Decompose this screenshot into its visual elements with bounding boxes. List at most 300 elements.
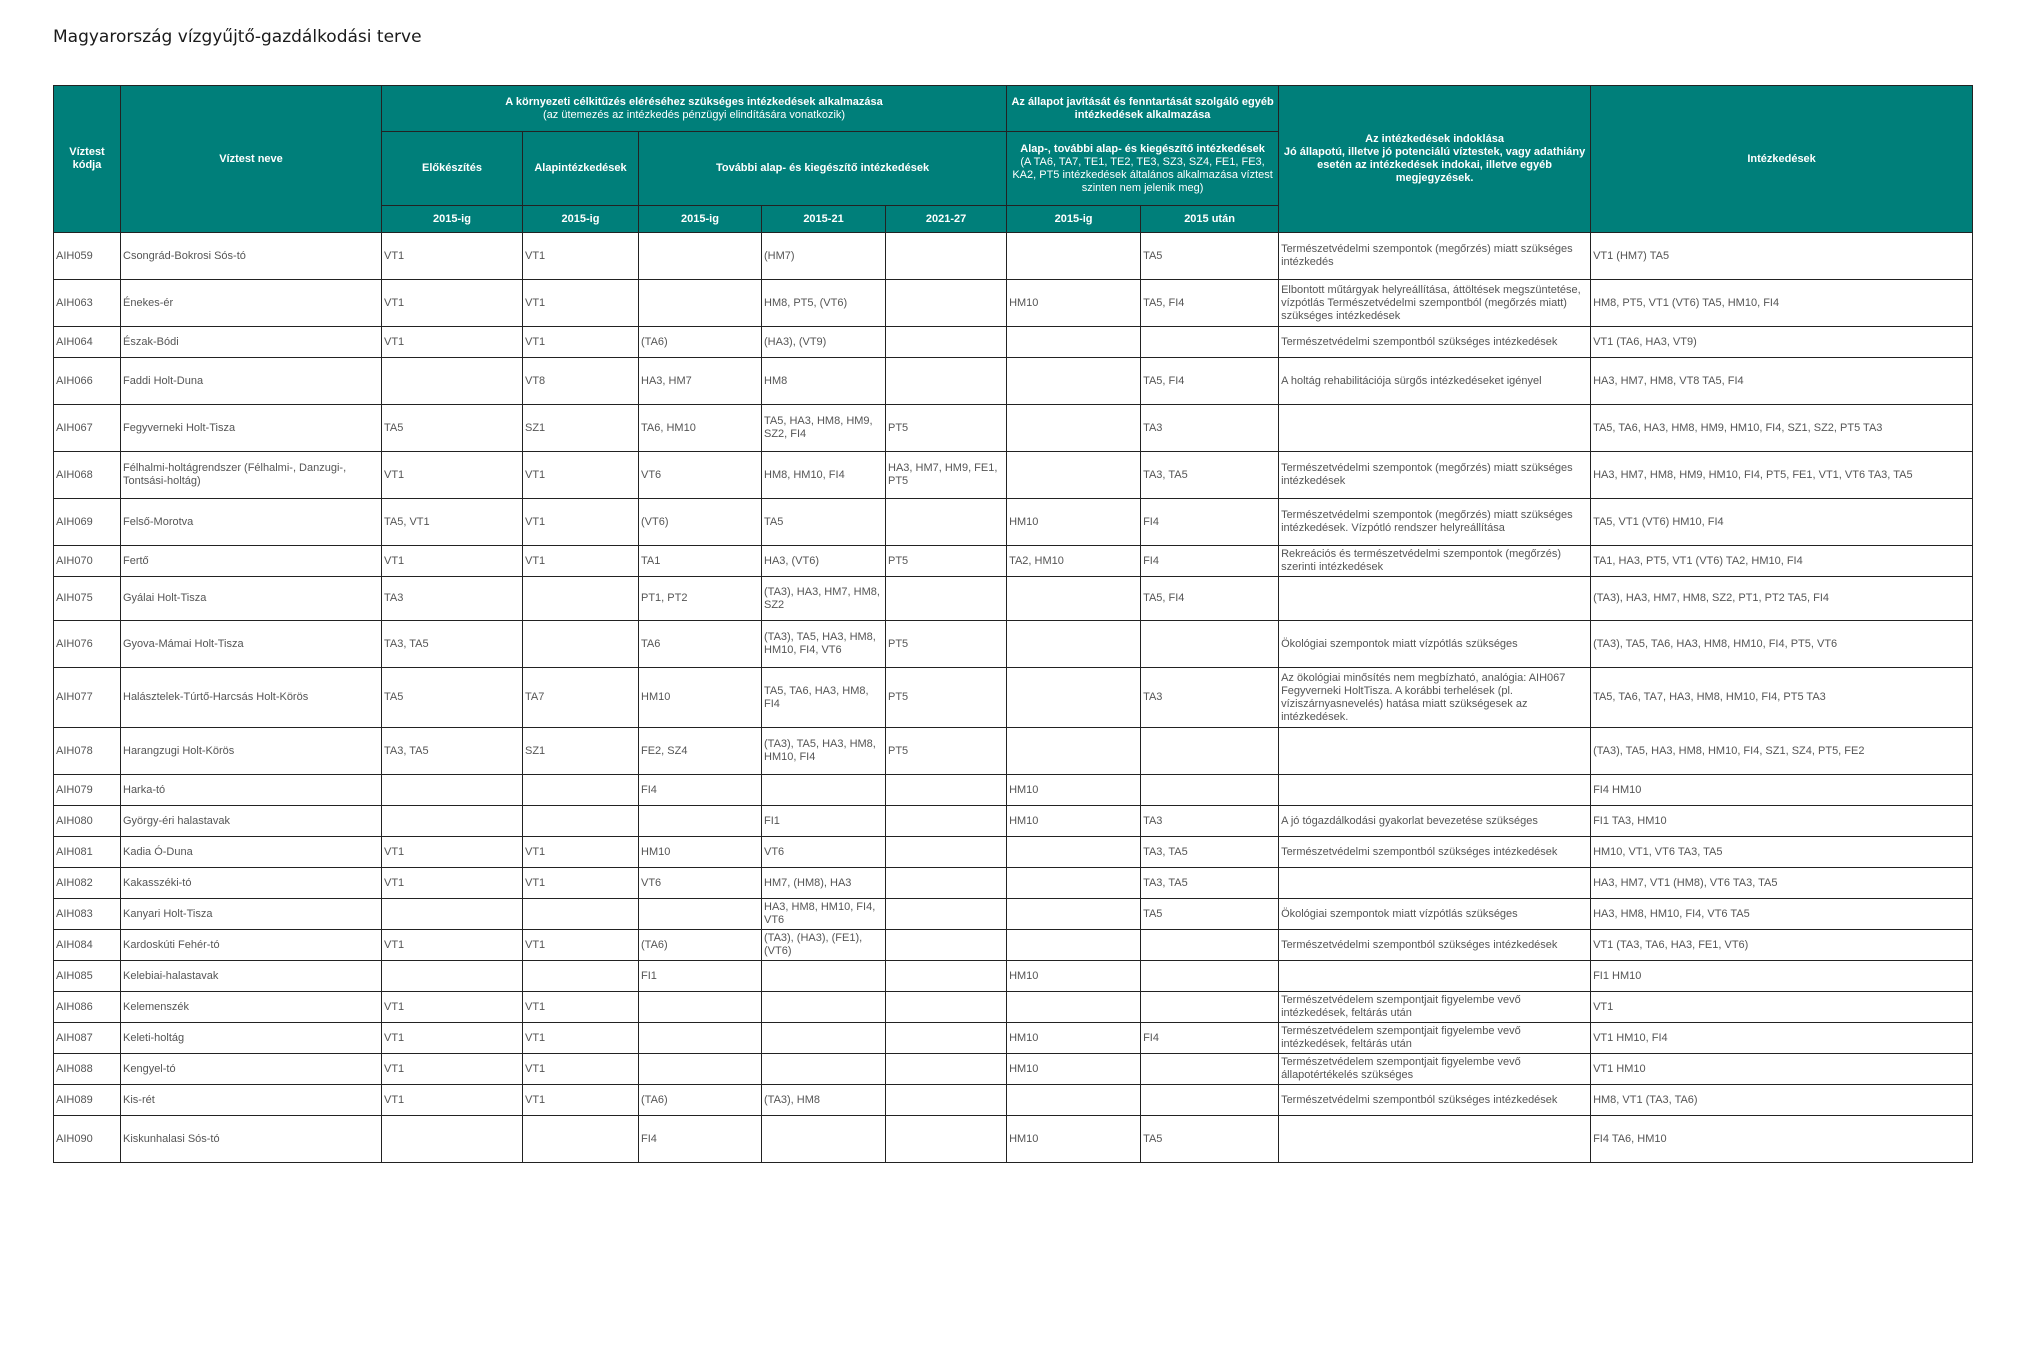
- cell-code: AIH059: [54, 233, 121, 280]
- cell-other-2015: HM10: [1007, 775, 1141, 806]
- header-further: További alap- és kiegészítő intézkedések: [639, 132, 1007, 206]
- cell-basic: VT1: [523, 1023, 639, 1054]
- table-row: [54, 327, 1973, 358]
- cell-further-2021-27: [886, 499, 1007, 546]
- cell-name: Csongrád-Bokrosi Sós-tó: [121, 233, 382, 280]
- cell-other-2015: [1007, 358, 1141, 405]
- table-row: [54, 992, 1973, 1023]
- cell-basic: VT1: [523, 992, 639, 1023]
- cell-further-2015: VT6: [639, 452, 762, 499]
- cell-further-2021-27: [886, 992, 1007, 1023]
- cell-further-2015: PT1, PT2: [639, 577, 762, 621]
- header-period-basic: 2015-ig: [523, 206, 639, 233]
- cell-other-2015: [1007, 452, 1141, 499]
- cell-justification: Természetvédelmi szempontból szükséges intézkedések: [1279, 837, 1591, 868]
- table-row: [54, 868, 1973, 899]
- cell-measures: (TA3), HA3, HM7, HM8, SZ2, PT1, PT2 TA5, FI4: [1591, 577, 1973, 621]
- cell-further-2021-27: [886, 1054, 1007, 1085]
- cell-name: Kelemenszék: [121, 992, 382, 1023]
- cell-measures: HA3, HM7, HM8, HM9, HM10, FI4, PT5, FE1, VT1, VT6 TA3, TA5: [1591, 452, 1973, 499]
- cell-further-2021-27: [886, 358, 1007, 405]
- cell-further-2015-21: (HM7): [762, 233, 886, 280]
- table-row: [54, 961, 1973, 992]
- cell-measures: VT1 HM10: [1591, 1054, 1973, 1085]
- cell-other-2015: [1007, 668, 1141, 728]
- cell-further-2015-21: (TA3), (HA3), (FE1), (VT6): [762, 930, 886, 961]
- cell-code: AIH075: [54, 577, 121, 621]
- cell-further-2021-27: [886, 577, 1007, 621]
- cell-basic: VT1: [523, 546, 639, 577]
- cell-basic: VT1: [523, 868, 639, 899]
- cell-code: AIH068: [54, 452, 121, 499]
- cell-name: Faddi Holt-Duna: [121, 358, 382, 405]
- cell-code: AIH083: [54, 899, 121, 930]
- cell-other-2015: HM10: [1007, 1054, 1141, 1085]
- cell-code: AIH069: [54, 499, 121, 546]
- cell-code: AIH070: [54, 546, 121, 577]
- cell-justification: Természetvédelmi szempontok (megőrzés) miatt szükséges intézkedés: [1279, 233, 1591, 280]
- cell-other-2015: HM10: [1007, 961, 1141, 992]
- cell-justification: Természetvédelmi szempontok (megőrzés) miatt szükséges intézkedések. Vízpótló rendszer helyreállítása: [1279, 499, 1591, 546]
- cell-basic: SZ1: [523, 728, 639, 775]
- cell-name: Kelebiai-halastavak: [121, 961, 382, 992]
- cell-prep: VT1: [382, 280, 523, 327]
- cell-other-after-2015: TA3, TA5: [1141, 868, 1279, 899]
- cell-further-2021-27: [886, 837, 1007, 868]
- cell-further-2015: FI4: [639, 1116, 762, 1163]
- cell-name: Harangzugi Holt-Körös: [121, 728, 382, 775]
- cell-code: AIH081: [54, 837, 121, 868]
- cell-further-2015-21: TA5, HA3, HM8, HM9, SZ2, FI4: [762, 405, 886, 452]
- cell-further-2021-27: [886, 1023, 1007, 1054]
- table-row: [54, 577, 1973, 621]
- cell-measures: HM8, PT5, VT1 (VT6) TA5, HM10, FI4: [1591, 280, 1973, 327]
- cell-other-after-2015: TA5: [1141, 233, 1279, 280]
- cell-further-2015: HM10: [639, 668, 762, 728]
- header-group-other: Az állapot javítását és fenntartását szolgáló egyéb intézkedések alkalmazása: [1007, 86, 1279, 132]
- cell-further-2015-21: (HA3), (VT9): [762, 327, 886, 358]
- cell-other-2015: [1007, 577, 1141, 621]
- measures-table: [53, 85, 1973, 1163]
- cell-other-2015: [1007, 728, 1141, 775]
- cell-further-2015: VT6: [639, 868, 762, 899]
- cell-name: Kanyari Holt-Tisza: [121, 899, 382, 930]
- cell-further-2015-21: TA5: [762, 499, 886, 546]
- header-period-further-2: 2015-21: [762, 206, 886, 233]
- cell-further-2015: TA6, HM10: [639, 405, 762, 452]
- cell-code: AIH078: [54, 728, 121, 775]
- cell-code: AIH063: [54, 280, 121, 327]
- cell-further-2021-27: [886, 806, 1007, 837]
- cell-justification: [1279, 728, 1591, 775]
- cell-further-2021-27: [886, 1116, 1007, 1163]
- cell-justification: Természetvédelmi szempontok (megőrzés) miatt szükséges intézkedések: [1279, 452, 1591, 499]
- cell-other-after-2015: [1141, 930, 1279, 961]
- header-group-other-sub-title: Alap-, további alap- és kiegészítő intézkedések: [1020, 142, 1265, 155]
- cell-measures: HA3, HM7, HM8, VT8 TA5, FI4: [1591, 358, 1973, 405]
- cell-justification: Természetvédelmi szempontból szükséges intézkedések: [1279, 1085, 1591, 1116]
- table-row: [54, 1023, 1973, 1054]
- cell-measures: FI4 HM10: [1591, 775, 1973, 806]
- cell-measures: VT1 (TA6, HA3, VT9): [1591, 327, 1973, 358]
- cell-other-2015: [1007, 930, 1141, 961]
- cell-name: Fegyverneki Holt-Tisza: [121, 405, 382, 452]
- table-row: [54, 405, 1973, 452]
- cell-measures: TA1, HA3, PT5, VT1 (VT6) TA2, HM10, FI4: [1591, 546, 1973, 577]
- cell-prep: [382, 961, 523, 992]
- cell-further-2021-27: PT5: [886, 546, 1007, 577]
- cell-basic: VT1: [523, 1085, 639, 1116]
- cell-justification: [1279, 961, 1591, 992]
- cell-prep: VT1: [382, 992, 523, 1023]
- cell-name: Kardoskúti Fehér-tó: [121, 930, 382, 961]
- cell-further-2015: FI4: [639, 775, 762, 806]
- cell-other-2015: [1007, 1085, 1141, 1116]
- cell-basic: [523, 806, 639, 837]
- cell-basic: VT1: [523, 452, 639, 499]
- cell-basic: VT1: [523, 1054, 639, 1085]
- header-code: Víztest kódja: [54, 86, 121, 233]
- cell-measures: HM8, VT1 (TA3, TA6): [1591, 1085, 1973, 1116]
- cell-prep: TA5: [382, 668, 523, 728]
- cell-further-2015: [639, 233, 762, 280]
- header-justification-text: Jó állapotú, illetve jó potenciálú víztestek, vagy adathiány esetén az intézkedések indokai, illetve egyéb megjegyzések.: [1283, 146, 1586, 184]
- cell-justification: Természetvédelem szempontjait figyelembe vevő intézkedések, feltárás után: [1279, 1023, 1591, 1054]
- table-row: [54, 1085, 1973, 1116]
- cell-code: AIH064: [54, 327, 121, 358]
- cell-prep: [382, 775, 523, 806]
- cell-further-2015: [639, 1054, 762, 1085]
- cell-justification: [1279, 868, 1591, 899]
- cell-further-2021-27: PT5: [886, 668, 1007, 728]
- cell-further-2015: (VT6): [639, 499, 762, 546]
- cell-justification: [1279, 1116, 1591, 1163]
- cell-basic: [523, 1116, 639, 1163]
- cell-justification: [1279, 405, 1591, 452]
- cell-further-2015-21: HM8: [762, 358, 886, 405]
- table-row: [54, 1116, 1973, 1163]
- cell-code: AIH087: [54, 1023, 121, 1054]
- header-period-other-2: 2015 után: [1141, 206, 1279, 233]
- cell-basic: VT1: [523, 233, 639, 280]
- cell-measures: FI1 TA3, HM10: [1591, 806, 1973, 837]
- cell-other-after-2015: TA5: [1141, 1116, 1279, 1163]
- cell-basic: [523, 775, 639, 806]
- header-group-other-sub: [1007, 132, 1279, 206]
- cell-measures: HA3, HM8, HM10, FI4, VT6 TA5: [1591, 899, 1973, 930]
- cell-further-2015: [639, 280, 762, 327]
- cell-justification: Ökológiai szempontok miatt vízpótlás szükséges: [1279, 899, 1591, 930]
- cell-prep: VT1: [382, 233, 523, 280]
- cell-code: AIH085: [54, 961, 121, 992]
- cell-measures: VT1: [1591, 992, 1973, 1023]
- cell-other-after-2015: [1141, 1054, 1279, 1085]
- cell-other-after-2015: [1141, 775, 1279, 806]
- table-row: [54, 1054, 1973, 1085]
- cell-name: Kis-rét: [121, 1085, 382, 1116]
- cell-measures: HM10, VT1, VT6 TA3, TA5: [1591, 837, 1973, 868]
- cell-other-2015: [1007, 327, 1141, 358]
- cell-other-after-2015: [1141, 1085, 1279, 1116]
- cell-basic: VT8: [523, 358, 639, 405]
- cell-justification: Elbontott műtárgyak helyreállítása, áttöltések megszüntetése, vízpótlás Természetvédelmi szempontból (megőrzés miatt) szükséges intézkedések: [1279, 280, 1591, 327]
- table-row: [54, 452, 1973, 499]
- cell-prep: [382, 806, 523, 837]
- table-body: [54, 233, 1973, 1163]
- cell-other-after-2015: FI4: [1141, 546, 1279, 577]
- cell-other-2015: [1007, 233, 1141, 280]
- header-group-env-note: (az ütemezés az intézkedés pénzügyi elindítására vonatkozik): [543, 108, 846, 121]
- cell-prep: VT1: [382, 1054, 523, 1085]
- header-prep: Előkészítés: [382, 132, 523, 206]
- cell-justification: Természetvédelem szempontjait figyelembe vevő állapotértékelés szükséges: [1279, 1054, 1591, 1085]
- cell-measures: HA3, HM7, VT1 (HM8), VT6 TA3, TA5: [1591, 868, 1973, 899]
- cell-basic: VT1: [523, 930, 639, 961]
- cell-code: AIH066: [54, 358, 121, 405]
- cell-further-2015: [639, 806, 762, 837]
- cell-other-after-2015: [1141, 992, 1279, 1023]
- cell-justification: Természetvédelem szempontjait figyelembe vevő intézkedések, feltárás után: [1279, 992, 1591, 1023]
- cell-further-2015: (TA6): [639, 930, 762, 961]
- table-row: [54, 499, 1973, 546]
- cell-prep: VT1: [382, 1085, 523, 1116]
- table-row: [54, 546, 1973, 577]
- cell-prep: VT1: [382, 546, 523, 577]
- cell-further-2015: (TA6): [639, 1085, 762, 1116]
- header-period-further-1: 2015-ig: [639, 206, 762, 233]
- cell-prep: TA3, TA5: [382, 621, 523, 668]
- cell-further-2021-27: [886, 775, 1007, 806]
- cell-name: György-éri halastavak: [121, 806, 382, 837]
- cell-further-2015: (TA6): [639, 327, 762, 358]
- cell-name: Félhalmi-holtágrendszer (Félhalmi-, Danzugi-, Tontsási-holtág): [121, 452, 382, 499]
- cell-other-2015: HM10: [1007, 806, 1141, 837]
- cell-name: Kakasszéki-tó: [121, 868, 382, 899]
- cell-basic: [523, 621, 639, 668]
- cell-justification: [1279, 577, 1591, 621]
- cell-other-2015: HM10: [1007, 1116, 1141, 1163]
- cell-basic: TA7: [523, 668, 639, 728]
- cell-code: AIH067: [54, 405, 121, 452]
- cell-justification: Ökológiai szempontok miatt vízpótlás szükséges: [1279, 621, 1591, 668]
- cell-prep: VT1: [382, 452, 523, 499]
- header-group-env-title: A környezeti célkitűzés eléréséhez szükséges intézkedések alkalmazása: [505, 95, 883, 108]
- cell-further-2015-21: HM8, HM10, FI4: [762, 452, 886, 499]
- cell-other-2015: [1007, 899, 1141, 930]
- cell-name: Harka-tó: [121, 775, 382, 806]
- cell-prep: [382, 899, 523, 930]
- cell-other-after-2015: TA3, TA5: [1141, 452, 1279, 499]
- cell-further-2021-27: [886, 961, 1007, 992]
- header-period-other-1: 2015-ig: [1007, 206, 1141, 233]
- cell-justification: Természetvédelmi szempontból szükséges intézkedések: [1279, 327, 1591, 358]
- cell-further-2015-21: [762, 1023, 886, 1054]
- cell-further-2021-27: [886, 327, 1007, 358]
- table-row: [54, 668, 1973, 728]
- header-basic: Alapintézkedések: [523, 132, 639, 206]
- cell-prep: VT1: [382, 837, 523, 868]
- cell-further-2021-27: [886, 930, 1007, 961]
- cell-code: AIH084: [54, 930, 121, 961]
- table-row: [54, 775, 1973, 806]
- cell-other-2015: [1007, 621, 1141, 668]
- cell-measures: VT1 HM10, FI4: [1591, 1023, 1973, 1054]
- cell-prep: TA3: [382, 577, 523, 621]
- cell-prep: TA5, VT1: [382, 499, 523, 546]
- cell-further-2015-21: [762, 992, 886, 1023]
- table-row: [54, 806, 1973, 837]
- table-row: [54, 930, 1973, 961]
- cell-name: Észak-Bódi: [121, 327, 382, 358]
- cell-further-2015: TA6: [639, 621, 762, 668]
- cell-name: Felső-Morotva: [121, 499, 382, 546]
- cell-further-2015: TA1: [639, 546, 762, 577]
- cell-further-2015-21: HM7, (HM8), HA3: [762, 868, 886, 899]
- cell-measures: FI1 HM10: [1591, 961, 1973, 992]
- cell-other-after-2015: FI4: [1141, 1023, 1279, 1054]
- cell-other-after-2015: [1141, 327, 1279, 358]
- cell-other-2015: TA2, HM10: [1007, 546, 1141, 577]
- cell-further-2015-21: FI1: [762, 806, 886, 837]
- cell-justification: A holtág rehabilitációja sürgős intézkedéseket igényel: [1279, 358, 1591, 405]
- table-row: [54, 728, 1973, 775]
- document-title: Magyarország vízgyűjtő-gazdálkodási terve: [53, 27, 422, 47]
- cell-code: AIH076: [54, 621, 121, 668]
- cell-prep: [382, 1116, 523, 1163]
- cell-basic: VT1: [523, 837, 639, 868]
- table-row: [54, 621, 1973, 668]
- cell-further-2015-21: HM8, PT5, (VT6): [762, 280, 886, 327]
- cell-other-2015: [1007, 868, 1141, 899]
- cell-basic: [523, 577, 639, 621]
- cell-other-after-2015: [1141, 728, 1279, 775]
- cell-further-2015-21: [762, 1116, 886, 1163]
- cell-further-2015-21: [762, 775, 886, 806]
- cell-further-2015: [639, 899, 762, 930]
- cell-basic: VT1: [523, 327, 639, 358]
- cell-further-2015-21: [762, 1054, 886, 1085]
- cell-further-2021-27: [886, 1085, 1007, 1116]
- cell-further-2015-21: HA3, HM8, HM10, FI4, VT6: [762, 899, 886, 930]
- cell-measures: (TA3), TA5, HA3, HM8, HM10, FI4, SZ1, SZ4, PT5, FE2: [1591, 728, 1973, 775]
- cell-basic: [523, 899, 639, 930]
- cell-other-after-2015: TA3: [1141, 405, 1279, 452]
- cell-basic: [523, 961, 639, 992]
- cell-further-2015-21: (TA3), TA5, HA3, HM8, HM10, FI4: [762, 728, 886, 775]
- cell-other-2015: [1007, 837, 1141, 868]
- cell-further-2015-21: (TA3), TA5, HA3, HM8, HM10, FI4, VT6: [762, 621, 886, 668]
- cell-other-after-2015: TA3: [1141, 806, 1279, 837]
- cell-name: Halásztelek-Túrtő-Harcsás Holt-Körös: [121, 668, 382, 728]
- table-row: [54, 899, 1973, 930]
- cell-code: AIH082: [54, 868, 121, 899]
- cell-measures: TA5, VT1 (VT6) HM10, FI4: [1591, 499, 1973, 546]
- cell-further-2015-21: TA5, TA6, HA3, HM8, FI4: [762, 668, 886, 728]
- cell-code: AIH086: [54, 992, 121, 1023]
- cell-further-2015-21: VT6: [762, 837, 886, 868]
- cell-prep: VT1: [382, 1023, 523, 1054]
- cell-other-after-2015: [1141, 621, 1279, 668]
- cell-further-2015: [639, 1023, 762, 1054]
- header-group-env-objective: [382, 86, 1007, 132]
- cell-code: AIH077: [54, 668, 121, 728]
- header-measures: Intézkedések: [1591, 86, 1973, 233]
- cell-justification: A jó tógazdálkodási gyakorlat bevezetése szükséges: [1279, 806, 1591, 837]
- cell-name: Fertő: [121, 546, 382, 577]
- cell-code: AIH088: [54, 1054, 121, 1085]
- cell-prep: VT1: [382, 327, 523, 358]
- cell-measures: (TA3), TA5, TA6, HA3, HM8, HM10, FI4, PT5, VT6: [1591, 621, 1973, 668]
- cell-name: Kadia Ó-Duna: [121, 837, 382, 868]
- cell-measures: FI4 TA6, HM10: [1591, 1116, 1973, 1163]
- table-row: [54, 358, 1973, 405]
- cell-other-2015: HM10: [1007, 280, 1141, 327]
- table-row: [54, 837, 1973, 868]
- cell-name: Gyova-Mámai Holt-Tisza: [121, 621, 382, 668]
- cell-other-2015: [1007, 405, 1141, 452]
- cell-basic: SZ1: [523, 405, 639, 452]
- cell-measures: TA5, TA6, TA7, HA3, HM8, HM10, FI4, PT5 TA3: [1591, 668, 1973, 728]
- cell-other-after-2015: TA5: [1141, 899, 1279, 930]
- cell-further-2021-27: [886, 280, 1007, 327]
- cell-prep: VT1: [382, 868, 523, 899]
- cell-other-after-2015: FI4: [1141, 499, 1279, 546]
- cell-further-2015: [639, 992, 762, 1023]
- cell-name: Kiskunhalasi Sós-tó: [121, 1116, 382, 1163]
- table-row: [54, 280, 1973, 327]
- cell-further-2021-27: [886, 868, 1007, 899]
- cell-code: AIH089: [54, 1085, 121, 1116]
- header-name: Víztest neve: [121, 86, 382, 233]
- header-group-other-sub-note: (A TA6, TA7, TE1, TE2, TE3, SZ3, SZ4, FE1, FE3, KA2, PT5 intézkedések általános alkalmazása víztest szinten nem jelenik meg): [1012, 155, 1273, 194]
- cell-further-2021-27: [886, 899, 1007, 930]
- cell-justification: [1279, 775, 1591, 806]
- cell-other-after-2015: TA5, FI4: [1141, 280, 1279, 327]
- cell-further-2021-27: PT5: [886, 728, 1007, 775]
- cell-further-2021-27: HA3, HM7, HM9, FE1, PT5: [886, 452, 1007, 499]
- cell-measures: TA5, TA6, HA3, HM8, HM9, HM10, FI4, SZ1, SZ2, PT5 TA3: [1591, 405, 1973, 452]
- cell-further-2015-21: (TA3), HM8: [762, 1085, 886, 1116]
- cell-further-2015: HA3, HM7: [639, 358, 762, 405]
- cell-further-2015-21: [762, 961, 886, 992]
- cell-further-2021-27: PT5: [886, 405, 1007, 452]
- cell-further-2021-27: [886, 233, 1007, 280]
- cell-code: AIH079: [54, 775, 121, 806]
- cell-other-after-2015: TA3, TA5: [1141, 837, 1279, 868]
- cell-prep: VT1: [382, 930, 523, 961]
- cell-other-2015: HM10: [1007, 1023, 1141, 1054]
- header-period-prep: 2015-ig: [382, 206, 523, 233]
- cell-further-2015: HM10: [639, 837, 762, 868]
- header-period-further-3: 2021-27: [886, 206, 1007, 233]
- cell-other-after-2015: TA5, FI4: [1141, 577, 1279, 621]
- cell-name: Kengyel-tó: [121, 1054, 382, 1085]
- cell-code: AIH090: [54, 1116, 121, 1163]
- cell-basic: VT1: [523, 280, 639, 327]
- cell-name: Gyálai Holt-Tisza: [121, 577, 382, 621]
- cell-basic: VT1: [523, 499, 639, 546]
- cell-further-2021-27: PT5: [886, 621, 1007, 668]
- cell-further-2015-21: HA3, (VT6): [762, 546, 886, 577]
- cell-further-2015: FI1: [639, 961, 762, 992]
- header-justification-title: Az intézkedések indoklása: [1365, 133, 1504, 145]
- cell-prep: [382, 358, 523, 405]
- cell-name: Keleti-holtág: [121, 1023, 382, 1054]
- cell-justification: Rekreációs és természetvédelmi szempontok (megőrzés) szerinti intézkedések: [1279, 546, 1591, 577]
- cell-prep: TA5: [382, 405, 523, 452]
- cell-justification: Az ökológiai minősítés nem megbízható, analógia: AIH067 Fegyverneki HoltTisza. A korábbi terhelések (pl. víziszárnyasnevelés) hatása miatt szükségesek az intézkedések.: [1279, 668, 1591, 728]
- cell-code: AIH080: [54, 806, 121, 837]
